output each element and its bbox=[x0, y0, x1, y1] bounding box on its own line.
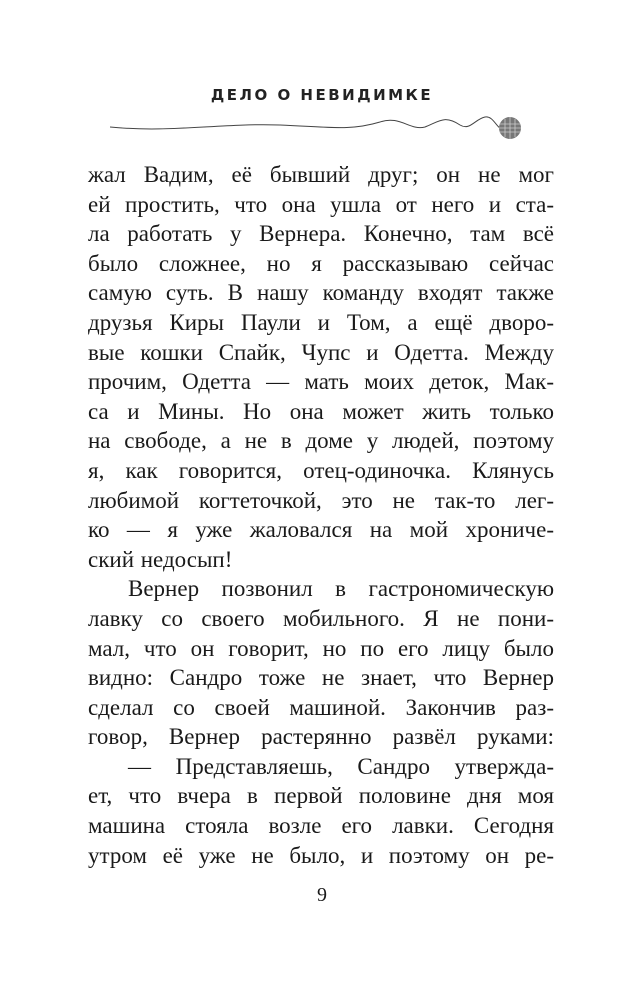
text-line: любимой когтеточкой, это не так-то лег- bbox=[88, 487, 554, 513]
text-line: на свободе, а не в доме у людей, поэтому bbox=[88, 428, 554, 454]
text-line: машина стояла возле его лавки. Сегодня bbox=[88, 813, 554, 839]
text-line: я, как говорится, отец-одиночка. Клянусь bbox=[88, 457, 554, 483]
text-line: са и Мины. Но она может жить только bbox=[88, 398, 554, 424]
text-line: лавку со своего мобильного. Я не пони- bbox=[88, 605, 554, 631]
text-line: ла работать у Вернера. Конечно, там всё bbox=[88, 221, 554, 247]
text-line: мал, что он говорит, но по его лицу было bbox=[88, 635, 554, 661]
text-line: — Представляешь, Сандро утвержда- bbox=[128, 753, 554, 779]
text-line: было сложнее, но я рассказываю сейчас bbox=[88, 250, 554, 276]
text-line: сделал со своей машиной. Закончив раз- bbox=[88, 694, 554, 720]
page-number: 9 bbox=[317, 884, 327, 906]
text-line: Вернер позвонил в гастрономическую bbox=[128, 576, 554, 602]
text-line: утром её уже не было, и поэтому он ре- bbox=[88, 842, 554, 868]
yarn-ball-icon bbox=[499, 117, 521, 139]
text-line: говор, Вернер растерянно развёл руками: bbox=[88, 724, 554, 750]
text-line: друзья Киры Паули и Том, а ещё дворо- bbox=[88, 309, 554, 335]
body-text bbox=[88, 160, 554, 870]
text-line: ский недосып! bbox=[88, 546, 233, 572]
text-line: вые кошки Спайк, Чупс и Одетта. Между bbox=[88, 339, 554, 365]
text-line: видно: Сандро тоже не знает, что Вернер bbox=[88, 665, 554, 691]
running-head: ДЕЛО О НЕВИДИМКЕ bbox=[210, 86, 434, 104]
yarn-thread-ornament bbox=[110, 105, 530, 145]
text-line: ет, что вчера в первой половине дня моя bbox=[88, 783, 554, 809]
text-line: прочим, Одетта — мать моих деток, Мак- bbox=[88, 369, 554, 395]
thread-line bbox=[110, 117, 508, 130]
text-line: жал Вадим, её бывший друг; он не мог bbox=[88, 162, 554, 187]
text-line: самую суть. В нашу команду входят также bbox=[88, 280, 554, 306]
text-line: ко — я уже жаловался на мой хрониче- bbox=[88, 517, 554, 543]
text-line: ей простить, что она ушла от него и ста- bbox=[88, 191, 554, 217]
